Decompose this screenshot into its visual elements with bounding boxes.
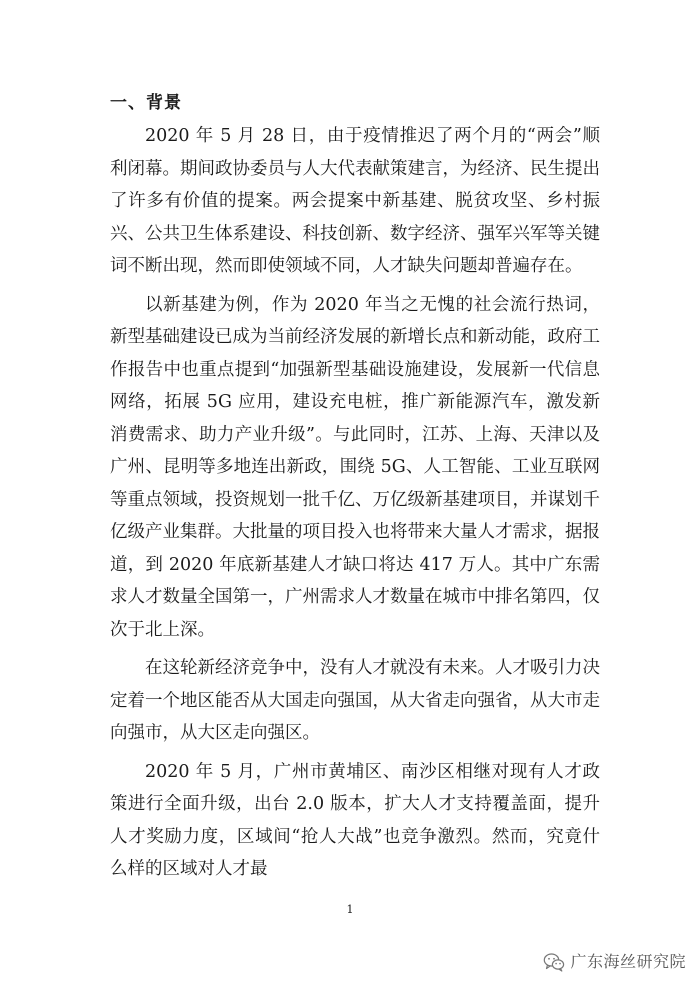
paragraph-talent-competition: 在这轮新经济竞争中，没有人才就没有未来。人才吸引力决定着一个地区能否从大国走向强国，从大省走向强省，从大市走向强市，从大区走向强区。 <box>110 658 600 743</box>
watermark <box>543 951 686 973</box>
wechat-icon <box>543 952 565 972</box>
watermark-text: 广东海丝研究院 <box>570 952 686 971</box>
paragraph-background-intro: 2020 年 5 月 28 日，由于疫情推迟了两个月的“两会”顺利闭幕。期间政协委员与人大代表献策建言，为经济、民生提出了许多有价值的提案。两会提案中新基建、脱贫攻坚、乡村振兴、公共卫生体系建设、科技创新、数字经济、强军兴军等关键词不断出现，然而即使领域不同，人才缺失问题却普遍存在。 <box>110 126 600 276</box>
paragraph-district-policy: 2020 年 5 月，广州市黄埔区、南沙区相继对现有人才政策进行全面升级，出台 2.0 版本，扩大人才支持覆盖面，提升人才奖励力度，区域间“抢人大战”也竞争激烈。然而，究竟什么样的区域对人才最 <box>110 761 600 879</box>
section-heading: 一、背景 <box>110 93 182 113</box>
paragraph-new-infrastructure: 以新基建为例，作为 2020 年当之无愧的社会流行热词，新型基础建设已成为当前经济发展的新增长点和新动能，政府工作报告中也重点提到“加强新型基础设施建设，发展新一代信息网络，拓展 5G 应用，建设充电桩，推广新能源汽车，激发新消费需求、助力产业升级”。与此同时，江苏、上海、天津以及广州、昆明等多地连出新政，围绕 5G、人工智能、工业互联网等重点领域，投资规划一批千亿、万亿级新基建项目，并谋划千亿级产业集群。大批量的项目投入也将带来大量人才需求，据报道，到 2020 年底新基建人才缺口将达 417 万人。其中广东需求人才数量全国第一，广州需求人才数量在城市中排名第四，仅次于北上深。 <box>110 294 600 640</box>
body-text <box>110 120 600 886</box>
page-number: 1 <box>346 903 354 916</box>
